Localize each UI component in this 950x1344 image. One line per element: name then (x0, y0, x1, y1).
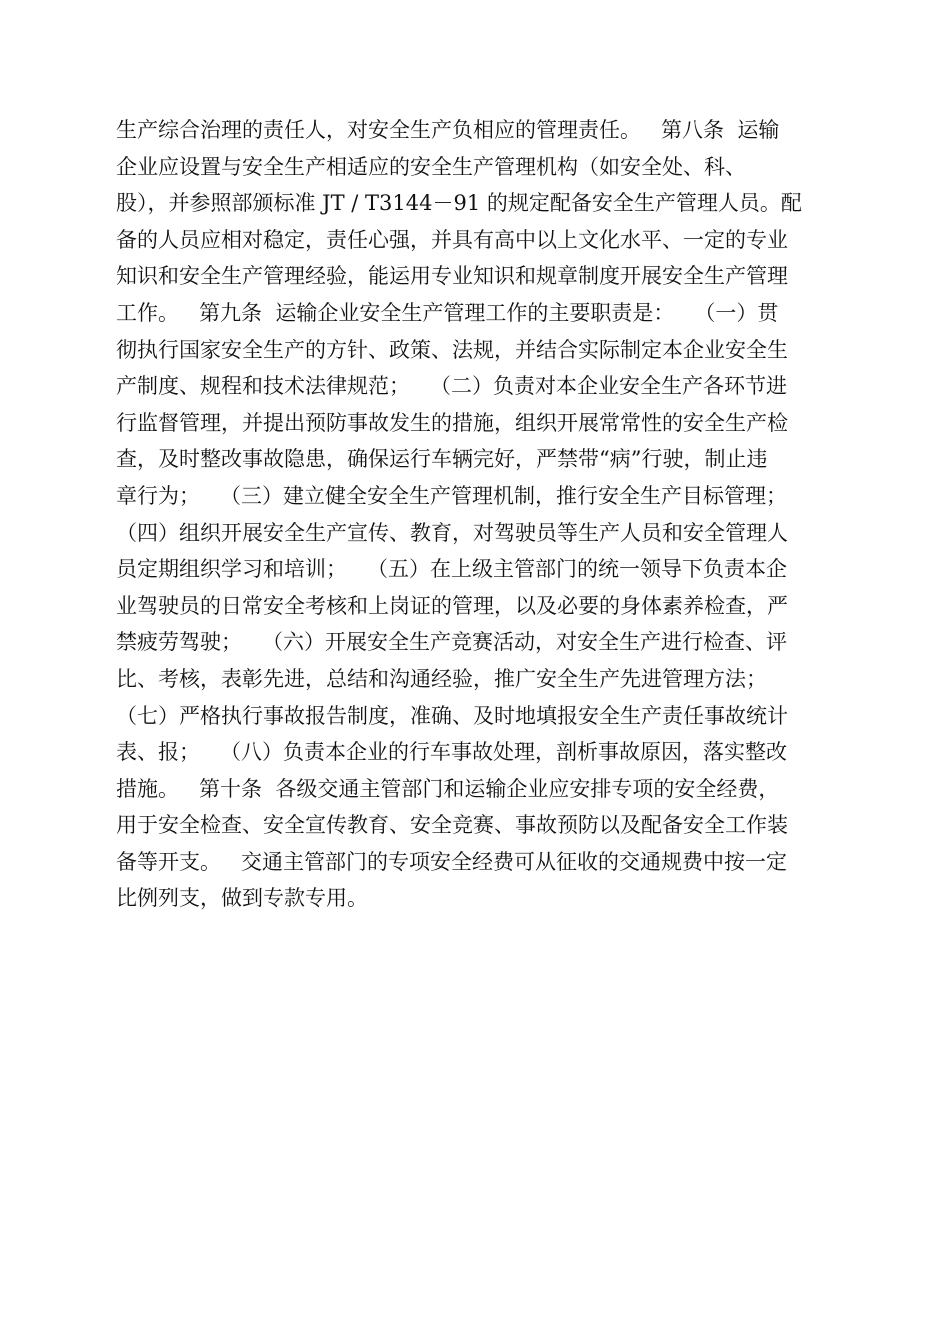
text-line: 备的人员应相对稳定，责任心强，并具有高中以上文化水平、一定的专业 (116, 227, 788, 252)
text-line: 用于安全检查、安全宣传教育、安全竞赛、事故预防以及配备安全工作装 (116, 813, 788, 838)
text-line: 查，及时整改事故隐患，确保运行车辆完好，严禁带“病”行驶，制止违 (116, 447, 768, 472)
text-line: （七）严格执行事故报告制度，准确、及时地填报安全生产责任事故统计 (116, 703, 788, 728)
text-line: 章行为； （三）建立健全安全生产管理机制，推行安全生产目标管理； (116, 483, 788, 508)
text-line: 员定期组织学习和培训； （五）在上级主管部门的统一领导下负责本企 (116, 557, 788, 582)
text-line: 彻执行国家安全生产的方针、政策、法规，并结合实际制定本企业安全生 (116, 337, 788, 362)
text-line: 股），并参照部颁标准 JT / T3144－91 的规定配备安全生产管理人员。配 (116, 191, 802, 216)
text-line: 措施。 第十条 各级交通主管部门和运输企业应安排专项的安全经费， (116, 776, 780, 801)
text-line: 工作。 第九条 运输企业安全生产管理工作的主要职责是： （一）贯 (116, 300, 779, 325)
text-line: 备等开支。 交通主管部门的专项安全经费可从征收的交通规费中按一定 (116, 849, 788, 874)
body-text (116, 112, 836, 917)
text-line: 比、考核，表彰先进，总结和沟通经验，推广安全生产先进管理方法； (116, 666, 767, 691)
text-line: 生产综合治理的责任人，对安全生产负相应的管理责任。 第八条 运输 (116, 118, 780, 142)
text-line: 业驾驶员的日常安全考核和上岗证的管理，以及必要的身体素养检查，严 (116, 593, 788, 618)
text-line: 行监督管理，并提出预防事故发生的措施，组织开展常常性的安全生产检 (116, 410, 788, 435)
text-line: 知识和安全生产管理经验，能运用专业知识和规章制度开展安全生产管理 (116, 264, 788, 289)
text-line: 表、报； （八）负责本企业的行车事故处理，剖析事故原因，落实整改 (116, 740, 788, 765)
text-line: 企业应设置与安全生产相适应的安全生产管理机构（如安全处、科、 (116, 154, 746, 179)
text-line: 禁疲劳驾驶； （六）开展安全生产竞赛活动，对安全生产进行检查、评 (116, 630, 788, 655)
text-line: （四）组织开展安全生产宣传、教育，对驾驶员等生产人员和安全管理人 (116, 520, 788, 545)
text-line: 产制度、规程和技术法律规范； （二）负责对本企业安全生产各环节进 (116, 374, 788, 399)
text-line: 比例列支，做到专款专用。 (116, 886, 368, 911)
